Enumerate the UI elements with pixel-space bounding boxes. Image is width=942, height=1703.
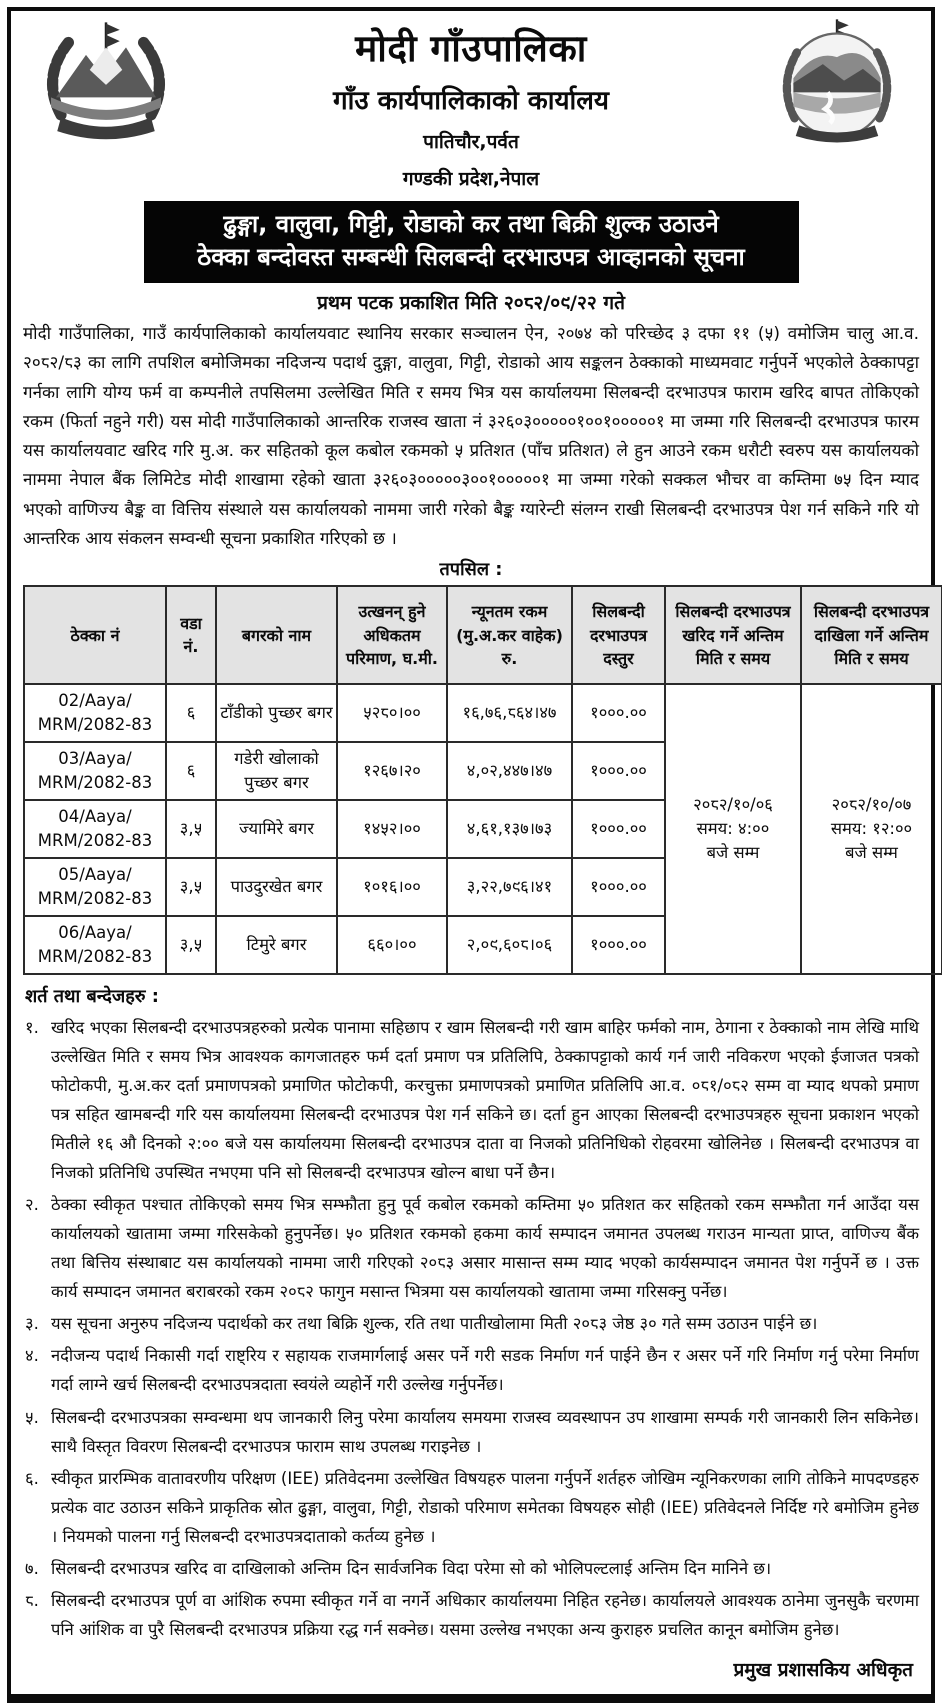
term-text: नदीजन्य पदार्थ निकासी गर्दा राष्ट्रिय र सहायक राजमार्गलाई असर पर्ने गरी सडक निर्माण गर्न पाईने छैन र असर पर्ने गरि निर्माण गर्नु परेमा निर्माण गर्दा लाग्ने खर्च सिलबन्दी दरभाउपत्रदाता स्वयंले व्यहोर्ने गरी उल्लेख गर्नुपर्नेछ। — [51, 1346, 919, 1395]
term-item-6 — [25, 1464, 919, 1551]
cell-ward-no: ३,५ — [166, 800, 216, 858]
cell-contract-no: 02/Aaya/ MRM/2082-83 — [24, 684, 166, 742]
cell-min-amount: ४,०२,४४७।४७ — [447, 742, 572, 800]
col-header-purchase-deadline: सिलबन्दी दरभाउपत्र खरिद गर्ने अन्तिम मिति र समय — [665, 586, 801, 684]
table-header-row — [24, 586, 942, 684]
table-row — [24, 684, 942, 742]
term-item-3 — [25, 1309, 919, 1338]
publish-date-line: प्रथम पटक प्रकाशित मिति २०८२/०९/२२ गते — [317, 292, 625, 315]
terms-list — [23, 1013, 919, 1644]
term-number: ८. — [25, 1590, 39, 1610]
term-text: स्वीकृत प्रारम्भिक वातावरणीय परिक्षण (IEE) प्रतिवेदनमा उल्लेखित विषयहरु पालना गर्नुपर्ने शर्तहरु जोखिम न्यूनिकरणका लागि तोकिने मापदण्डहरु प्रत्येक वाट उठाउन सकिने प्राकृतिक स्रोत ढुङ्गा, वालुवा, गिट्टी, रोडाको परिमाण समेतका विषयहरु सोही (IEE) प्रतिवेदनले निर्दिष्ट गरे बमोजिम हुनेछ । नियमको पालना गर्नु सिलबन्दी दरभाउपत्रदाताको कर्तव्य हुनेछ । — [51, 1468, 919, 1546]
term-number: ७. — [25, 1558, 39, 1578]
tapasil-label: तपसिल : — [439, 559, 503, 581]
nepal-coat-of-arms-icon — [23, 17, 188, 155]
cell-min-amount: ४,६१,१३७।७३ — [447, 800, 572, 858]
cell-submission-deadline: २०८२/१०/०७ समय: १२:०० बजे सम्म — [801, 684, 942, 974]
term-item-7 — [25, 1554, 919, 1583]
term-item-2 — [25, 1190, 919, 1306]
cell-bid-fee: १०००.०० — [572, 916, 665, 974]
term-text: खरिद भएका सिलबन्दी दरभाउपत्रहरुको प्रत्येक पानामा सहिछाप र खाम सिलबन्दी गरी खाम बाहिर फर्मको नाम, ठेगाना र ठेक्काको नाम लेखि माथि उल्लेखित मिति र समय भित्र आवश्यक कागजातहरु फर्म दर्ता प्रमाण पत्र प्रतिलिपि, ठेक्कापट्टाको कार्य गर्न जारी नविकरण भएको ईजाजत पत्रको फोटोकपी, मु.अ.कर दर्ता प्रमाणपत्रको प्रमाणित फोटोकपी, करचुक्ता प्रमाणपत्रको प्रमाणित प्रतिलिपि आ.व. ०८१/०८२ सम्म वा म्याद थपको प्रमाण पत्र सहित खामबन्दी गरि यस कार्यालयमा सिलबन्दी दरभाउपत्र पेश गर्न सकिने छ। दर्ता हुन आएका सिलबन्दी दरभाउपत्रहरु सूचना प्रकाशन भएको मितीले १६ औ दिनको २:०० बजे यस कार्यालयमा सिलबन्दी दरभाउपत्र दाता वा निजको प्रतिनिधिको रोहवरमा खोलिनेछ । सिलबन्दी दरभाउपत्र वा निजको प्रतिनिधि उपस्थित नभएमा पनि सो सिलबन्दी दरभाउपत्र खोल्न बाधा पर्ने छैन। — [51, 1018, 919, 1183]
term-item-8 — [25, 1586, 919, 1644]
cell-bid-fee: १०००.०० — [572, 742, 665, 800]
cell-contract-no: 06/Aaya/ MRM/2082-83 — [24, 916, 166, 974]
cell-bagar-name: टाँडीको पुच्छर बगर — [216, 684, 337, 742]
term-number: ६. — [25, 1468, 39, 1488]
banner-line-2: ठेक्का बन्दोवस्त सम्बन्धी सिलबन्दी दरभाउपत्र आव्हानको सूचना — [197, 243, 745, 272]
intro-paragraph: मोदी गाउँपालिका, गाउँ कार्यपालिकाको कार्यालयवाट स्थानिय सरकार सञ्चालन ऐन, २०७४ को परिच्छेद ३ दफा ११ (५) वमोजिम चालु आ.व. २०८२/८३ का लागि तपशिल बमोजिमका नदिजन्य पदार्थ दुङ्गा, वालुवा, गिट्टी, रोडाको आय सङ्कलन ठेक्काको माध्यमवाट गर्नुपर्ने भएकोले ठेक्कापट्टा गर्नका लागि योग्य फर्म वा कम्पनीले तपसिलमा उल्लेखित मिति र समय भित्र यस कार्यालयमा सिलबन्दी दरभाउपत्र फाराम खरिद बापत तोकिएको रकम (फिर्ता नहुने गरी) यस मोदी गाउँपालिकाको आन्तरिक राजस्व खाता नं ३२६०३०००००१००१०००००१ मा जम्मा गरि सिलबन्दी दरभाउपत्र फारम यस कार्यालयवाट खरिद गरि मु.अ. कर सहितको कूल कबोल रकमको ५ प्रतिशत (पाँच प्रतिशत) ले हुन आउने रकम धरौटी स्वरुप यस कार्यालयको नाममा नेपाल बैंक लिमिटेड मोदी शाखामा रहेको खाता ३२६०३०००००३००१०००००१ मा जम्मा गरेको सक्कल भौचर वा कम्तिमा ७५ दिन म्याद भएको वाणिज्य बैङ्क वा वित्तिय संस्थाले यस कार्यालयको नाममा जारी गरेको बैङ्क ग्यारेन्टी संलग्न राखी सिलबन्दी दरभाउपत्र पेश गर्न सकिने गरि यो आन्तरिक आय संकलन सम्वन्धी सूचना प्रकाशित गरिएको छ । — [23, 324, 919, 549]
cell-bagar-name: ज्यामिरे बगर — [216, 800, 337, 858]
term-text: सिलबन्दी दरभाउपत्रका सम्वन्धमा थप जानकारी लिनु परेमा कार्यालय समयमा राजस्व व्यवस्थापन उप शाखामा सम्पर्क गरी जानकारी लिन सकिनेछ। साथै विस्तृत विवरण सिलबन्दी दरभाउपत्र फाराम साथ उपलब्ध गराइनेछ । — [51, 1407, 919, 1456]
cell-bagar-name: गडेरी खोलाको पुच्छर बगर — [216, 742, 337, 800]
term-number: २. — [25, 1195, 39, 1215]
term-text: सिलबन्दी दरभाउपत्र पूर्ण वा आंशिक रुपमा स्वीकृत गर्ने वा नगर्ने अधिकार कार्यालयमा निहित रहनेछ। कार्यालयले आवश्यक ठानेमा जुनसुकै चरणमा पनि आंशिक वा पुरै सिलबन्दी दरभाउपत्र प्रक्रिया रद्ध गर्न सक्नेछ। यसमा उल्लेख नभएका अन्य कुराहरु प्रचलित कानून बमोजिम हुनेछ। — [51, 1590, 919, 1639]
cell-contract-no: 05/Aaya/ MRM/2082-83 — [24, 858, 166, 916]
cell-quantity: १०१६।०० — [337, 858, 447, 916]
term-number: ४. — [25, 1346, 39, 1366]
municipality-emblem-icon — [754, 17, 919, 155]
term-item-4 — [25, 1341, 919, 1399]
cell-bagar-name: टिमुरे बगर — [216, 916, 337, 974]
col-header-bid-fee: सिलबन्दी दरभाउपत्र दस्तुर — [572, 586, 665, 684]
cell-quantity: १२६७।२० — [337, 742, 447, 800]
term-item-1 — [25, 1013, 919, 1187]
cell-ward-no: ३,५ — [166, 916, 216, 974]
term-item-5 — [25, 1403, 919, 1461]
cell-quantity: ६६०।०० — [337, 916, 447, 974]
cell-bid-fee: १०००.०० — [572, 684, 665, 742]
cell-contract-no: 03/Aaya/ MRM/2082-83 — [24, 742, 166, 800]
cell-quantity: १४५२।०० — [337, 800, 447, 858]
province-line: गण्डकी प्रदेश,नेपाल — [402, 168, 540, 190]
terms-heading: शर्त तथा बन्देजहरु : — [25, 986, 159, 1008]
letterhead-text — [188, 17, 754, 191]
term-text: ठेक्का स्वीकृत पश्चात तोकिएको समय भित्र सम्झौता हुनु पूर्व कबोल रकमको कम्तिमा ५० प्रतिशत कर सहितको रकम सम्झौता गर्न आउँदा यस कार्यालयको खातामा जम्मा गरिसकेको हुनुपर्नेछ। ५० प्रतिशत रकमको हकमा कार्य सम्पादन जमानत उपलब्ध गराउन मान्यता प्राप्त, वाणिज्य बैंक तथा बित्तिय संस्थाबाट यस कार्यालयको नाममा जारी गरिएको २०८३ असार मासान्त सम्म म्याद भएको कार्यसम्पादन जमानत पेश गर्नुपर्ने छ । उक्त कार्य सम्पादन जमानत बराबरको रकम २०८२ फागुन मसान्त भित्रमा यस कार्यालयको खातामा जम्मा गरिसक्नु पर्नेछ। — [51, 1195, 919, 1302]
cell-min-amount: २,०९,६०८।०६ — [447, 916, 572, 974]
term-text: सिलबन्दी दरभाउपत्र खरिद वा दाखिलाको अन्तिम दिन सार्वजनिक विदा परेमा सो को भोलिपल्टलाई अन्तिम दिन मानिने छ। — [51, 1558, 772, 1578]
office-address: पातिचौर,पर्वत — [423, 131, 519, 153]
cell-ward-no: ६ — [166, 684, 216, 742]
cell-ward-no: ३,५ — [166, 858, 216, 916]
office-name: गाँउ कार्यपालिकाको कार्यालय — [333, 86, 609, 116]
signatory-title: प्रमुख प्रशासकिय अधिकृत — [733, 1658, 913, 1681]
cell-bagar-name: पाउदुरखेत बगर — [216, 858, 337, 916]
municipality-name: मोदी गाँउपालिका — [355, 27, 587, 70]
page-border-frame — [7, 7, 935, 1703]
notice-title-banner — [144, 201, 799, 283]
tender-schedule-table — [23, 585, 942, 975]
col-header-contract-no: ठेक्का नं — [24, 586, 166, 684]
cell-purchase-deadline: २०८२/१०/०६ समय: ४:०० बजे सम्म — [665, 684, 801, 974]
term-number: ३. — [25, 1314, 39, 1334]
banner-line-1: ढुङ्गा, वालुवा, गिट्टी, रोडाको कर तथा बिक्री शुल्क उठाउने — [223, 210, 719, 238]
term-number: १. — [25, 1018, 39, 1038]
cell-bid-fee: १०००.०० — [572, 800, 665, 858]
cell-min-amount: ३,२२,७९६।४१ — [447, 858, 572, 916]
col-header-max-quantity: उत्खनन् हुने अधिकतम परिमाण, घ.मी. — [337, 586, 447, 684]
letterhead — [23, 17, 919, 191]
col-header-min-amount: न्यूनतम रकम (मु.अ.कर वाहेक) रु. — [447, 586, 572, 684]
cell-min-amount: १६,७६,८६४।४७ — [447, 684, 572, 742]
col-header-ward-no: वडा नं. — [166, 586, 216, 684]
term-number: ५. — [25, 1407, 39, 1427]
cell-ward-no: ६ — [166, 742, 216, 800]
col-header-bagar-name: बगरको नाम — [216, 586, 337, 684]
cell-quantity: ५२८०।०० — [337, 684, 447, 742]
col-header-submission-deadline: सिलबन्दी दरभाउपत्र दाखिला गर्ने अन्तिम मिति र समय — [801, 586, 942, 684]
term-text: यस सूचना अनुरुप नदिजन्य पदार्थको कर तथा बिक्रि शुल्क, रति तथा पातीखोलामा मिती २०८३ जेष्ठ ३० गते सम्म उठाउन पाईने छ। — [51, 1314, 818, 1334]
cell-bid-fee: १०००.०० — [572, 858, 665, 916]
cell-contract-no: 04/Aaya/ MRM/2082-83 — [24, 800, 166, 858]
